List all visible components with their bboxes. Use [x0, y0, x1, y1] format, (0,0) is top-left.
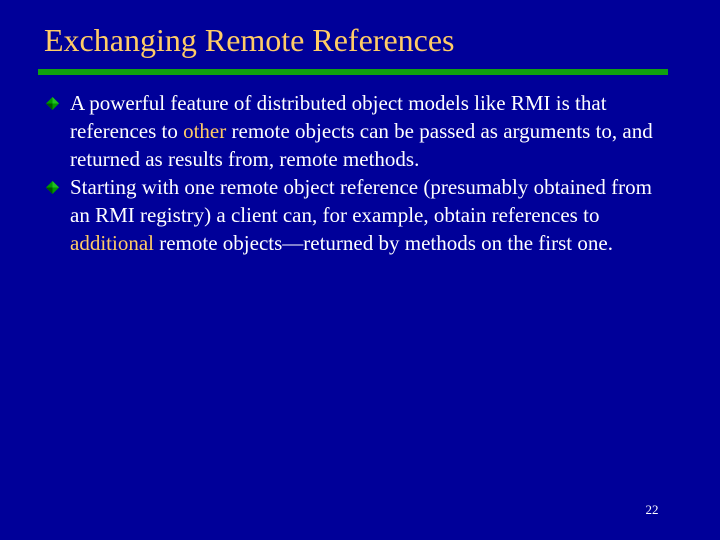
emphasized-word: additional	[70, 231, 154, 255]
page-number: 22	[645, 502, 659, 517]
emphasized-word: other	[183, 119, 227, 143]
bullet-text-end: remote objects can be passed as arguments to, and returned as results from, remote methods.	[70, 119, 653, 171]
slide-title: Exchanging Remote References	[44, 22, 455, 58]
diamond-bullet-icon	[46, 97, 59, 110]
bullet-text-start: Starting with one remote object reference (presumably obtained from an RMI registry) a client can, for example, obtain references to	[70, 175, 652, 227]
bullet-text-start: A powerful feature of distributed object models like RMI is that references to	[70, 91, 607, 143]
diamond-bullet-icon	[46, 181, 59, 194]
title-underline-rule	[38, 69, 668, 75]
bullet-item	[44, 173, 664, 257]
bullet-text-end: remote objects—returned by methods on the first one.	[153, 231, 613, 255]
bullet-item	[44, 89, 664, 173]
bullet-list	[44, 89, 664, 257]
